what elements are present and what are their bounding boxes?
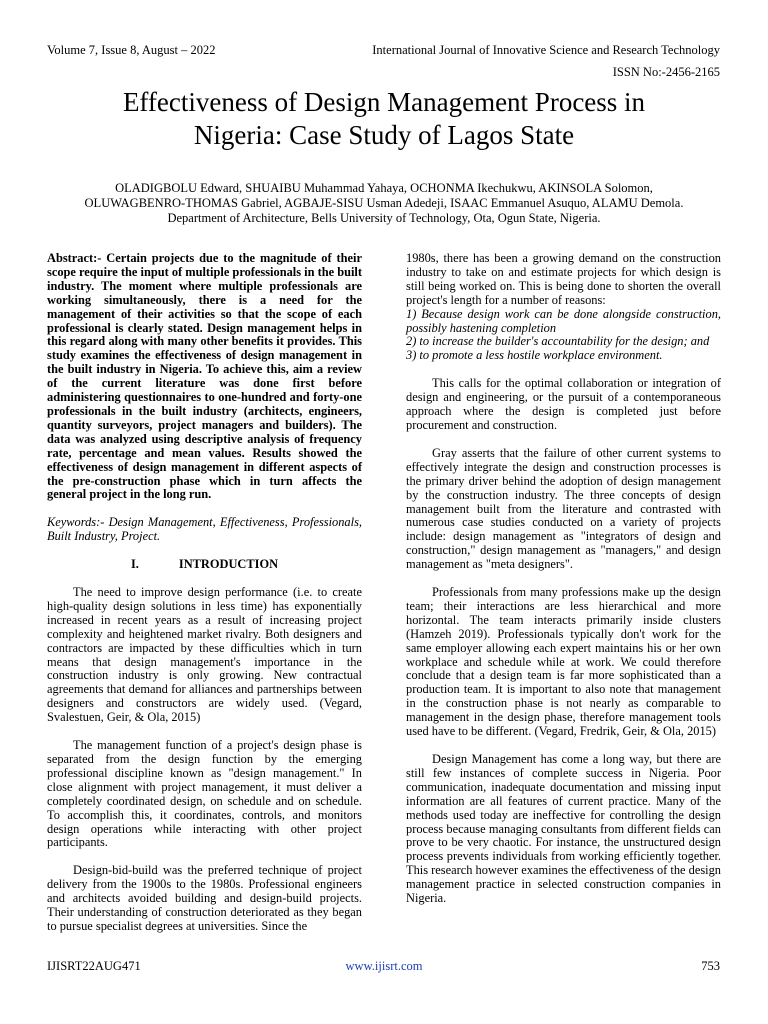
keywords xyxy=(47,516,362,544)
paragraph: Design-bid-build was the preferred technique of project delivery from the 1900s to the 1980s. Professional engineers and architects avoided building and design-build projects. Their understanding of construction deteriorated as they began to pursue specialist degrees at universities. Since the xyxy=(47,863,362,933)
issn: ISSN No:-2456-2165 xyxy=(612,65,720,79)
reason-item: 1) Because design work can be done alongside construction, possibly hastening completion xyxy=(406,306,721,335)
right-column xyxy=(406,252,721,920)
journal-url-link[interactable]: www.ijisrt.com xyxy=(345,959,423,973)
section-heading-introduction xyxy=(47,558,362,572)
page-number: 753 xyxy=(701,959,720,973)
authors-line-2: OLUWAGBENRO-THOMAS Gabriel, AGBAJE-SISU Usman Adedeji, ISAAC Emmanuel Asuquo, ALAMU Demola. xyxy=(84,196,684,210)
section-title: INTRODUCTION xyxy=(178,557,279,572)
abstract: Abstract:- Certain projects due to the magnitude of their scope require the input of multiple professionals in the built industry. The moment where multiple professionals are working simultaneously, there is a need for the management of their activities so that the scope of each professional is clearly stated. Design management helps in this regard along with many other benefits it provides. This study examines the effectiveness of design management in the built industry in Nigeria. To achieve this, aim a review of the current literature was done first before administering questionnaires to one-hundred and forty-one professionals in the built industry (architects, engineers, quantity surveyors, project managers and builders). The data was analyzed using descriptive analysis of frequency rate, percentage and mean values. Results showed the effectiveness of design management in different aspects of the pre-construction phase which in turn affects the general project in the long run. xyxy=(47,251,362,502)
paragraph: The need to improve design performance (i.e. to create high-quality design solutions in less time) has exponentially increased in recent years as a result of increasing project complexity and heightened market rivalry. Both designers and contractors are impacted by these difficulties which in turn means that design management's importance in the construction industry is only growing. New contractual agreements that demand for alliances and partnerships between designers and constructors are widely used. (Vegard, Svalestuen, Geir, & Ola, 2015) xyxy=(47,585,362,725)
reason-item: 3) to promote a less hostile workplace environment. xyxy=(406,348,663,363)
volume-issue: Volume 7, Issue 8, August – 2022 xyxy=(47,43,216,57)
paragraph: Design Management has come a long way, but there are still few instances of complete success in Nigeria. Poor communication, inadequate documentation and missing input information are all features of current practice. Many of the methods used today are ineffective for controlling the design process because managing consultants from different fields can prove to be very chaotic. For instance, the unstructured design process prevents individuals from working efficiently together. This research however examines the effectiveness of the design management practice in selected construction companies in Nigeria. xyxy=(406,752,721,906)
journal-name: International Journal of Innovative Science and Research Technology xyxy=(372,43,720,57)
affiliation: Department of Architecture, Bells University of Technology, Ota, Ogun State, Nigeria. xyxy=(167,211,601,225)
authors-block xyxy=(40,181,728,226)
reason-item: 2) to increase the builder's accountability for the design; and xyxy=(406,334,710,349)
keywords-text: :- Design Management, Effectiveness, Professionals, Built Industry, Project. xyxy=(47,515,362,544)
paper-title xyxy=(40,86,728,152)
keywords-label: Keywords xyxy=(47,515,97,530)
section-number: I. xyxy=(130,557,139,572)
paragraph: The management function of a project's design phase is separated from the design function by the emerging professional discipline known as "design management." In close alignment with project management, it must deliver a completely coordinated design, on schedule and on schedule. To accomplish this, it coordinates, controls, and monitors design operations while interacting with other project participants. xyxy=(47,738,362,850)
title-line-1: Effectiveness of Design Management Process in xyxy=(122,87,646,117)
article-code: IJISRT22AUG471 xyxy=(47,959,141,973)
title-line-2: Nigeria: Case Study of Lagos State xyxy=(193,120,575,150)
left-column xyxy=(47,252,362,948)
paragraph: This calls for the optimal collaboration or integration of design and engineering, or the pursuit of a contemporaneous approach where the design is completed just before procurement and construction. xyxy=(406,376,721,432)
authors-line-1: OLADIGBOLU Edward, SHUAIBU Muhammad Yahaya, OCHONMA Ikechukwu, AKINSOLA Solomon, xyxy=(115,181,653,195)
paragraph: Gray asserts that the failure of other current systems to effectively integrate the design and construction processes is the primary driver behind the adoption of design management by the construction industry. The three concepts of design management built from the literature and contrasted with numerous case studies conducted on a variety of projects include: design management as "integrators of design and construction," design management as "managers," and design management as "meta designers". xyxy=(406,445,721,572)
paragraph-continuation: 1980s, there has been a growing demand on the construction industry to take on and estimate projects for which design is still being worked on. This is being done to shorten the overall project's length for a number of reasons: xyxy=(406,251,721,307)
paragraph: Professionals from many professions make up the design team; their interactions are less hierarchical and more horizontal. The team interacts primarily inside clusters (Hamzeh 2019). Professionals typically don't work for the same employer allowing each expert maintains his or her own workplace and schedule while at work. We could therefore conclude that a design team is far more sophisticated than a production team. It is important to also note that management in the construction phase is not nearly as comparable to management in the design phase, therefore management tools used have to be different. (Vegard, Fredrik, Geir, & Ola, 2015) xyxy=(406,585,721,739)
